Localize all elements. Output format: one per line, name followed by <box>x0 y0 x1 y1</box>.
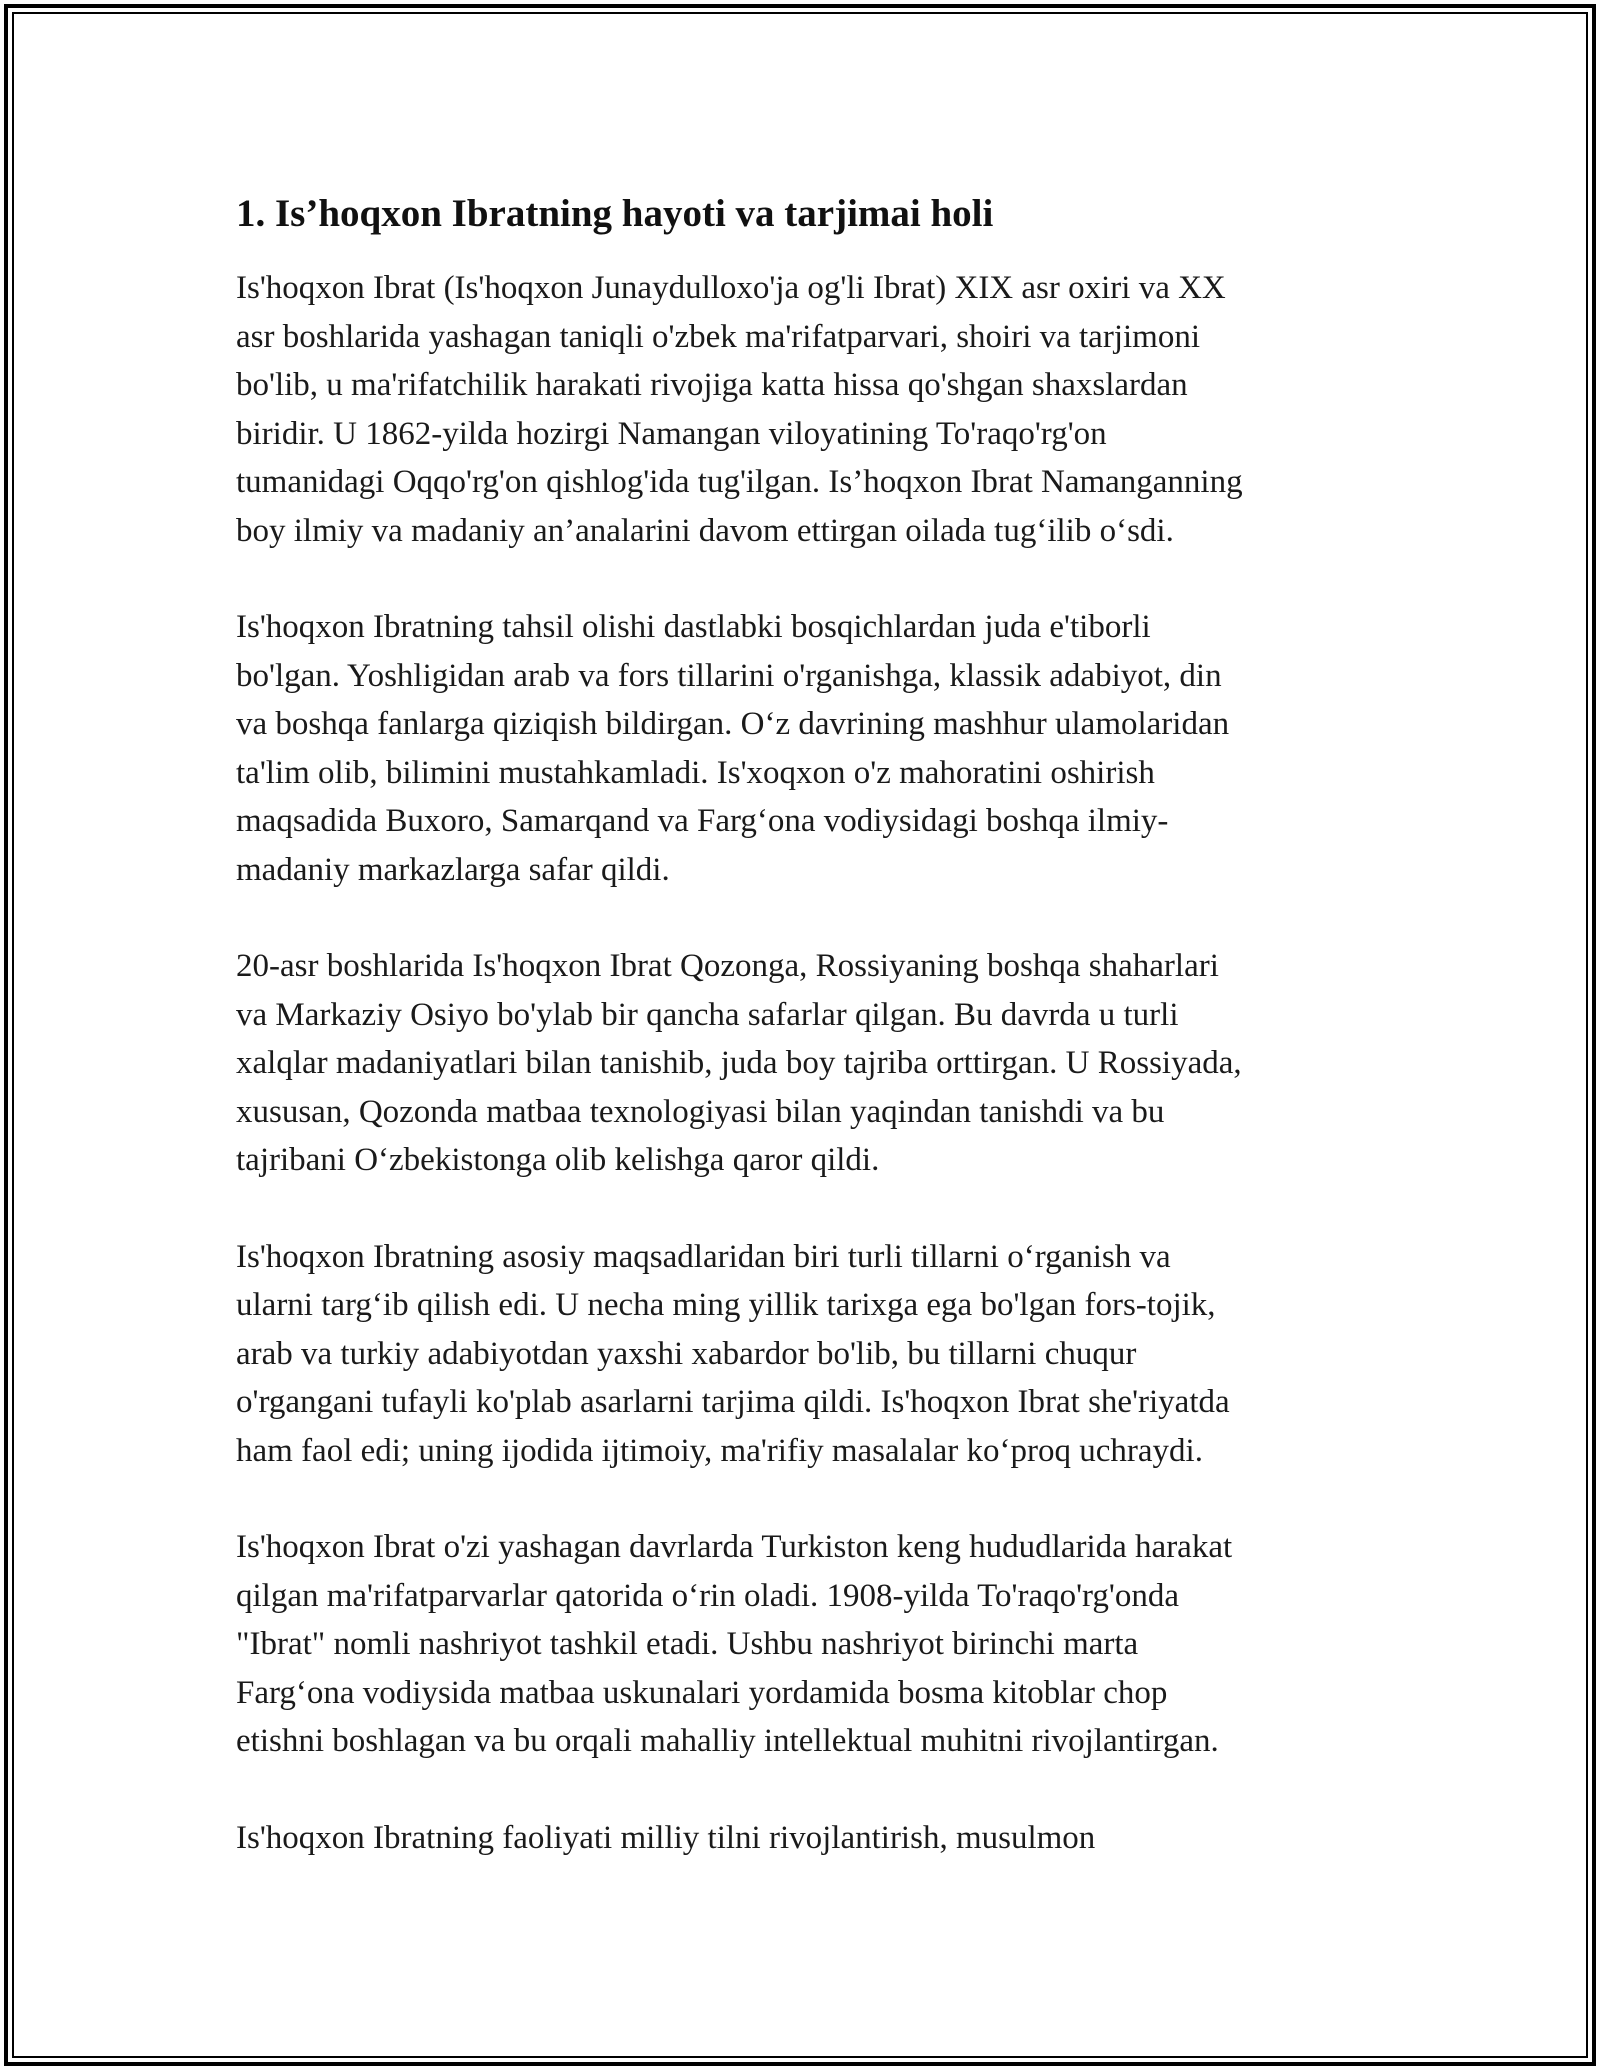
paragraph-4: Is'hoqxon Ibratning asosiy maqsadlaridan biri turli tillarni o‘rganish va ularni targ‘ib qilish edi. U necha ming yillik tarixga ega bo'lgan fors-tojik, arab va turkiy adabiyotdan yaxshi xabardor bo'lib, bu tillarni chuqur o'rgangani tufayli ko'plab asarlarni tarjima qildi. Is'hoqxon Ibrat she'riyatda ham faol edi; uning ijodida ijtimoiy, ma'rifiy masalalar ko‘proq uchraydi. <box>236 1238 1230 1469</box>
paragraph-3: 20-asr boshlarida Is'hoqxon Ibrat Qozonga, Rossiyaning boshqa shaharlari va Markaziy Osiyo bo'ylab bir qancha safarlar qilgan. Bu davrda u turli xalqlar madaniyatlari bilan tanishib, juda boy tajriba orttirgan. U Rossiyada, xususan, Qozonda matbaa texnologiyasi bilan yaqindan tanishdi va bu tajribani O‘zbekistonga olib kelishga qaror qildi. <box>236 948 1242 1178</box>
paragraph-6: Is'hoqxon Ibratning faoliyati milliy tilni rivojlantirish, musulmon <box>236 1819 1096 1856</box>
paragraph-5: Is'hoqxon Ibrat o'zi yashagan davrlarda Turkiston keng hududlarida harakat qilgan ma'rifatparvarlar qatorida o‘rin oladi. 1908-yilda To'raqo'rg'onda "Ibrat" nomli nashriyot tashkil etadi. Ushbu nashriyot birinchi marta Farg‘ona vodiysida matbaa uskunalari yordamida bosma kitoblar chop etishni boshlagan va bu orqali mahalliy intellektual muhitni rivojlantirgan. <box>236 1529 1233 1759</box>
paragraph-2: Is'hoqxon Ibratning tahsil olishi dastlabki bosqichlardan juda e'tiborli bo'lgan. Yoshligidan arab va fors tillarini o'rganishga, klassik adabiyot, din va boshqa fanlarga qiziqish bildirgan. O‘z davrining mashhur ulamolaridan ta'lim olib, bilimini mustahkamladi. Is'xoqxon o'z mahoratini oshirish maqsadida Buxoro, Samarqand va Farg‘ona vodiysidagi boshqa ilmiy- madaniy markazlarga safar qildi. <box>236 609 1230 888</box>
section-heading: 1. Is’hoqxon Ibratning hayoti va tarjimai holi <box>236 192 994 235</box>
paragraph-1: Is'hoqxon Ibrat (Is'hoqxon Junaydulloxo'ja og'li Ibrat) XIX asr oxiri va XX asr boshlarida yashagan taniqli o'zbek ma'rifatparvari, shoiri va tarjimoni bo'lib, u ma'rifatchilik harakati rivojiga katta hissa qo'shgan shaxslardan biridir. U 1862-yilda hozirgi Namangan viloyatining To'raqo'rg'on tumanidagi Oqqo'rg'on qishlog'ida tug'ilgan. Is’hoqxon Ibrat Namanganning boy ilmiy va madaniy an’analarini davom ettirgan oilada tug‘ilib o‘sdi. <box>236 270 1243 549</box>
document-body <box>236 186 1366 1910</box>
